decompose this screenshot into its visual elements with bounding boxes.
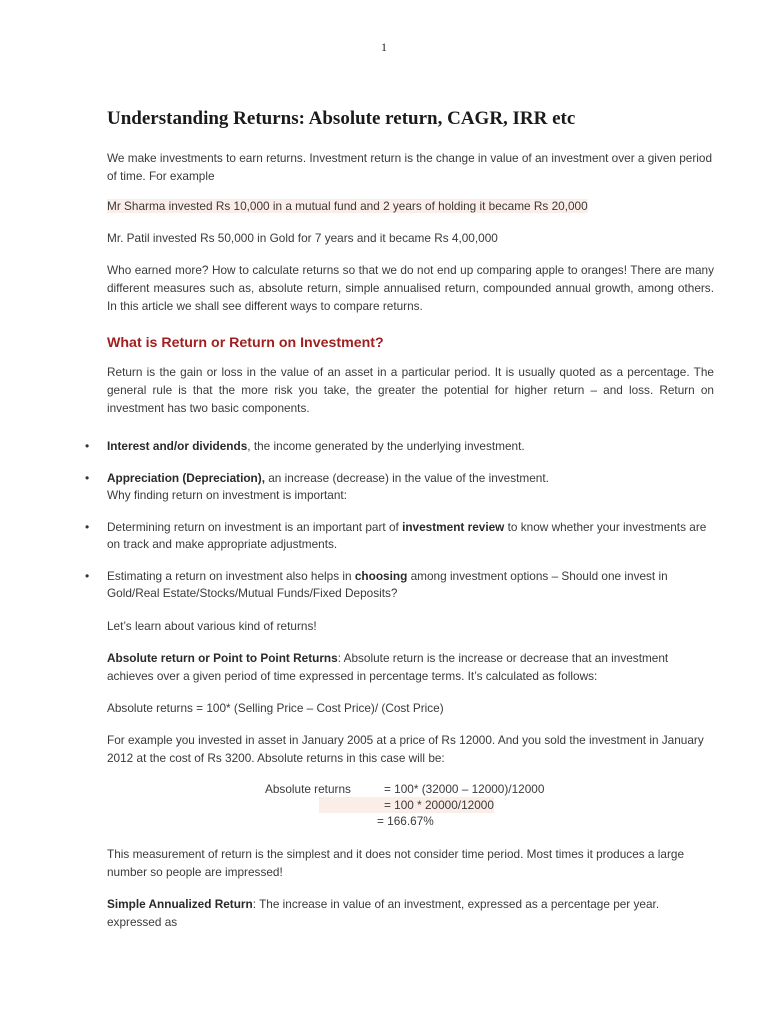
lets-learn-paragraph: Let’s learn about various kind of returns! bbox=[107, 619, 317, 633]
example-patil bbox=[107, 229, 714, 247]
simple-return-text: : The increase in value of an investment, expressed as a percentage per year. expressed as bbox=[107, 897, 660, 929]
list-item-text: to know whether your investments are on track and make appropriate adjustments. bbox=[107, 520, 707, 551]
list-item-text: Estimating a return on investment also helps in bbox=[107, 569, 355, 583]
absolute-return-term: Absolute return or Point to Point Returns bbox=[107, 651, 338, 665]
simple-return-term: Simple Annualized Return bbox=[107, 897, 253, 911]
document-title: Understanding Returns: Absolute return, CAGR, IRR etc bbox=[107, 108, 576, 129]
intro-paragraph: We make investments to earn returns. Investment return is the change in value of an investment over a given period of time. For example bbox=[107, 151, 713, 183]
example-patil-text: Mr. Patil invested Rs 50,000 in Gold for 7 years and it became Rs 4,00,000 bbox=[107, 231, 498, 245]
page-number: 1 bbox=[381, 40, 387, 54]
absolute-return-formula: Absolute returns = 100* (Selling Price – Cost Price)/ (Cost Price) bbox=[107, 701, 444, 715]
calc-line-2: = 100 * 20000/12000 bbox=[319, 797, 494, 813]
list-item-text: Determining return on investment is an important part of bbox=[107, 520, 403, 534]
list-item bbox=[107, 470, 714, 504]
list-item bbox=[107, 438, 714, 455]
absolute-return-example: For example you invested in asset in January 2005 at a price of Rs 12000. And you sold the investment in January 2012 at the cost of Rs 3200. Absolute returns in this case will be: bbox=[107, 733, 704, 765]
section-heading-roi: What is Return or Return on Investment? bbox=[107, 335, 384, 351]
absolute-return-calculation bbox=[107, 781, 714, 831]
document-body bbox=[107, 108, 714, 931]
list-item-text: among investment options – Should one invest in Gold/Real Estate/Stocks/Mutual Funds/Fixed Deposits? bbox=[107, 569, 668, 600]
absolute-return-note: This measurement of return is the simplest and it does not consider time period. Most times it produces a large number so people are impressed! bbox=[107, 847, 684, 879]
simple-return-definition bbox=[107, 895, 714, 931]
absolute-return-text: : Absolute return is the increase or decrease that an investment achieves over a given period of time expressed in percentage terms. It’s calculated as follows: bbox=[107, 651, 669, 683]
calc-label: Absolute returns bbox=[265, 782, 351, 796]
calc-line-1: = 100* (32000 – 12000)/12000 bbox=[384, 782, 545, 796]
calc-line-3: = 166.67% bbox=[377, 814, 434, 828]
list-item-text: , the income generated by the underlying investment. bbox=[247, 439, 525, 453]
example-sharma bbox=[107, 197, 714, 215]
list-item-bold: investment review bbox=[402, 520, 505, 534]
components-list bbox=[107, 438, 714, 602]
list-item-extra: Why finding return on investment is important: bbox=[107, 488, 347, 502]
roi-paragraph: Return is the gain or loss in the value of an asset in a particular period. It is usually quoted as a percentage. The general rule is that the more risk you take, the greater the potential for higher return – and loss. Return on investment has two basic components. bbox=[107, 365, 714, 415]
example-sharma-text: Mr Sharma invested Rs 10,000 in a mutual fund and 2 years of holding it became Rs 20,000 bbox=[107, 199, 588, 213]
list-item bbox=[107, 519, 714, 553]
list-item-bold: Interest and/or dividends bbox=[107, 439, 248, 453]
list-item-text: an increase (decrease) in the value of the investment. bbox=[264, 471, 549, 485]
list-item-bold: Appreciation (Depreciation), bbox=[107, 471, 265, 485]
list-item bbox=[107, 568, 714, 602]
list-item-bold: choosing bbox=[354, 569, 408, 583]
absolute-return-definition bbox=[107, 649, 714, 685]
question-paragraph: Who earned more? How to calculate returns so that we do not end up comparing apple to oranges! There are many different measures such as, absolute return, simple annualised return, compounded annual growth, among others. In this article we shall see different ways to compare returns. bbox=[107, 263, 714, 313]
